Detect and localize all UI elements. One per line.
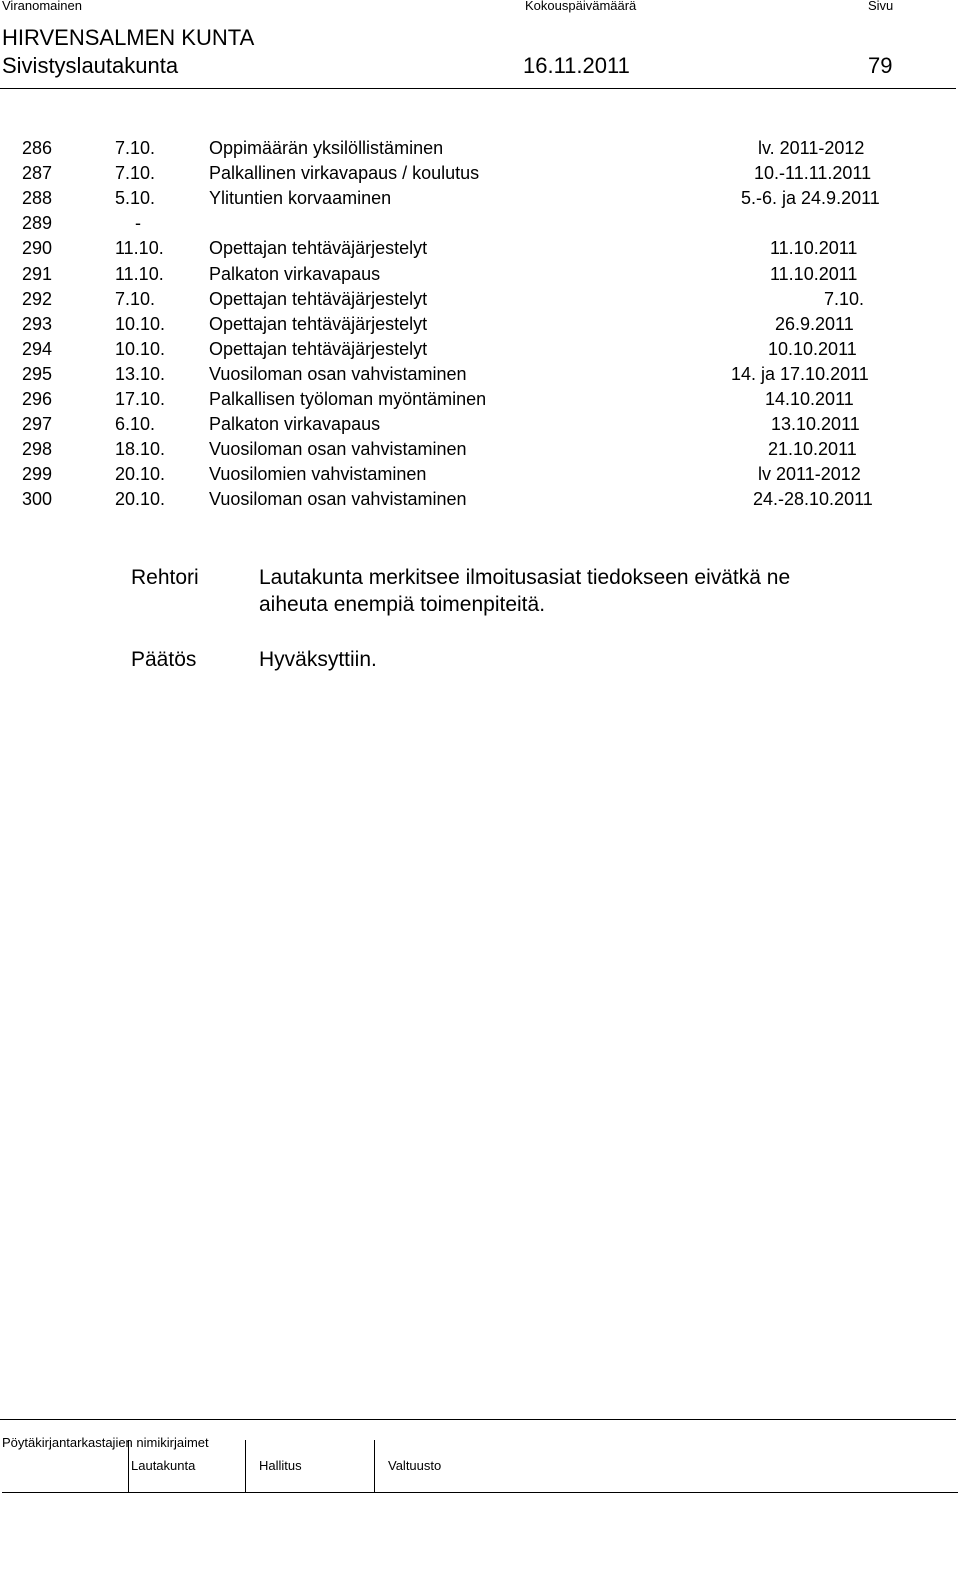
row-date: 20.10. [115,464,166,484]
row-date: 6.10. [115,414,156,434]
row-date: 7.10. [115,289,156,309]
row-number: 290 [22,238,53,258]
row-date: 11.10. [115,264,164,284]
row-title: Palkallisen työloman myöntäminen [209,389,487,409]
row-number: 291 [22,264,53,284]
row-period: 24.-28.10.2011 [753,489,873,509]
row-number: 286 [22,138,53,158]
footer-col-divider-2 [245,1440,246,1492]
row-title: Vuosiloman osan vahvistaminen [209,364,467,384]
row-date: 18.10. [115,439,166,459]
row-period: 21.10.2011 [768,439,857,459]
header-divider [0,88,956,89]
row-number: 298 [22,439,53,459]
decision-label: Päätös [131,648,197,671]
row-period: 14.10.2011 [765,389,854,409]
row-title: Oppimäärän yksilöllistäminen [209,138,444,158]
row-date: 17.10. [115,389,166,409]
footer-council-label: Valtuusto [388,1458,442,1473]
header-authority-label: Viranomainen [2,0,82,13]
proposal-text-line1: Lautakunta merkitsee ilmoitusasiat tiedokseen eivätkä ne [259,566,791,589]
footer-col-divider-3 [374,1440,375,1492]
row-number: 300 [22,489,53,509]
row-period: 10.10.2011 [768,339,857,359]
row-period: 11.10.2011 [770,238,858,258]
row-title: Opettajan tehtäväjärjestelyt [209,289,428,309]
proposal-label: Rehtori [131,566,199,589]
footer-divider [0,1419,956,1420]
footer-bottom-rule [2,1492,958,1493]
row-period: 13.10.2011 [771,414,860,434]
row-number: 299 [22,464,53,484]
row-title: Opettajan tehtäväjärjestelyt [209,339,428,359]
row-period: 5.-6. ja 24.9.2011 [741,188,880,208]
row-date: 10.10. [115,339,166,359]
row-title: Palkaton virkavapaus [209,264,381,284]
header-meeting-date-label: Kokouspäivämäärä [525,0,637,13]
row-date: 5.10. [115,188,156,208]
footer-initials-title: Pöytäkirjantarkastajien nimikirjaimet [2,1435,209,1450]
footer-col-divider-1 [128,1440,129,1492]
row-title: Ylituntien korvaaminen [209,188,392,208]
row-number: 287 [22,163,53,183]
row-period: 7.10. [824,289,865,309]
header-page-label: Sivu [868,0,894,13]
row-number: 289 [22,213,53,233]
row-title: Vuosilomien vahvistaminen [209,464,427,484]
row-period: lv 2011-2012 [758,464,861,484]
row-number: 293 [22,314,53,334]
row-number: 292 [22,289,53,309]
row-period: 14. ja 17.10.2011 [731,364,869,384]
board-name: Sivistyslautakunta [2,53,179,78]
footer-government-label: Hallitus [259,1458,302,1473]
row-date: 20.10. [115,489,166,509]
row-title: Opettajan tehtäväjärjestelyt [209,314,428,334]
row-period: lv. 2011-2012 [758,138,865,158]
row-title: Vuosiloman osan vahvistaminen [209,489,467,509]
decision-text: Hyväksyttiin. [259,648,377,671]
row-date: - [135,213,141,233]
page-number: 79 [868,53,893,78]
meeting-date: 16.11.2011 [523,53,630,78]
organization-name: HIRVENSALMEN KUNTA [2,25,255,50]
row-date: 13.10. [115,364,166,384]
row-title: Vuosiloman osan vahvistaminen [209,439,467,459]
proposal-text-line2: aiheuta enempiä toimenpiteitä. [259,593,546,616]
row-date: 7.10. [115,163,156,183]
row-period: 26.9.2011 [775,314,854,334]
row-period: 11.10.2011 [770,264,858,284]
row-date: 7.10. [115,138,156,158]
row-number: 288 [22,188,53,208]
row-date: 11.10. [115,238,164,258]
row-date: 10.10. [115,314,166,334]
row-number: 296 [22,389,53,409]
row-number: 294 [22,339,53,359]
row-title: Opettajan tehtäväjärjestelyt [209,238,428,258]
row-title: Palkaton virkavapaus [209,414,381,434]
row-period: 10.-11.11.2011 [754,163,872,183]
row-title: Palkallinen virkavapaus / koulutus [209,163,480,183]
row-number: 295 [22,364,53,384]
row-number: 297 [22,414,53,434]
footer-board-label: Lautakunta [131,1458,196,1473]
